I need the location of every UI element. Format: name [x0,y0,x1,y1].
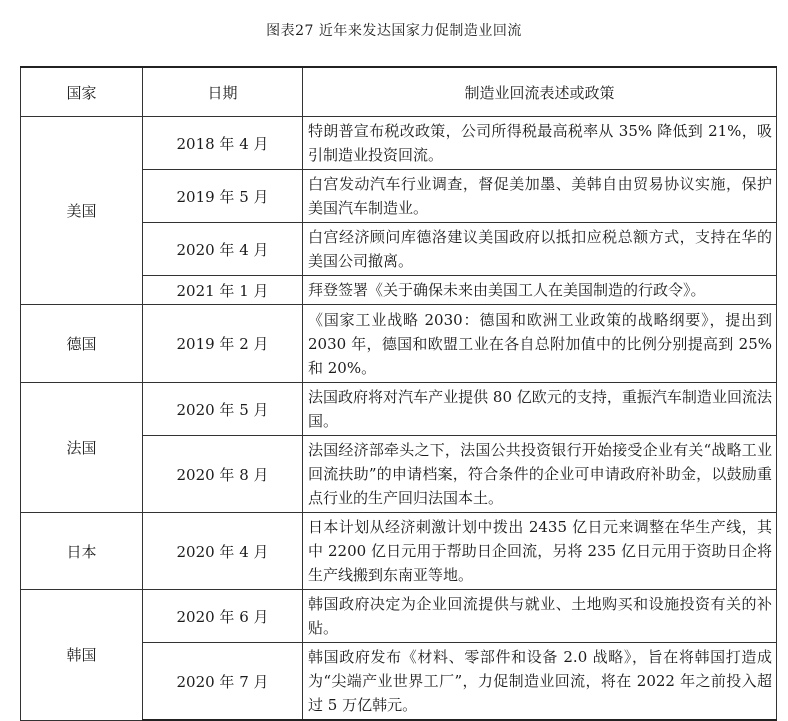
date-cell: 2021 年 1 月 [143,276,303,305]
policy-cell: 法国政府将对汽车产业提供 80 亿欧元的支持，重振汽车制造业回流法国。 [303,383,777,436]
policy-cell: 拜登签署《关于确保未来由美国工人在美国制造的行政令》。 [303,276,777,305]
date-cell: 2019 年 2 月 [143,305,303,383]
date-cell: 2020 年 4 月 [143,223,303,276]
table-caption: 图表27 近年来发达国家力促制造业回流 [266,23,522,39]
policy-cell: 韩国政府发布《材料、零部件和设备 2.0 战略》，旨在将韩国打造成为“尖端产业世界工厂”，力促制造业回流，将在 2022 年之前投入超过 5 万亿韩元。 [303,643,777,721]
date-cell: 2019 年 5 月 [143,170,303,223]
policy-cell: 白宫发动汽车行业调查，督促美加墨、美韩自由贸易协议实施，保护美国汽车制造业。 [303,170,777,223]
country-cell-usa: 美国 [21,117,143,305]
table-row [21,117,777,170]
table-row [21,513,777,590]
policy-cell: 特朗普宣布税改政策，公司所得税最高税率从 35% 降低到 21%，吸引制造业投资回流。 [303,117,777,170]
header-row [21,67,777,117]
policy-cell: 白宫经济顾问库德洛建议美国政府以抵扣应税总额方式，支持在华的美国公司撤离。 [303,223,777,276]
header-country: 国家 [21,67,143,117]
policy-cell: 韩国政府决定为企业回流提供与就业、土地购买和设施投资有关的补贴。 [303,590,777,643]
table-row [21,590,777,643]
country-cell-korea: 韩国 [21,590,143,721]
date-cell: 2018 年 4 月 [143,117,303,170]
table-row [21,383,777,436]
date-cell: 2020 年 7 月 [143,643,303,721]
policy-cell: 法国经济部牵头之下，法国公共投资银行开始接受企业有关“战略工业回流扶助”的申请档案，符合条件的企业可申请政府补助金，以鼓励重点行业的生产回归法国本土。 [303,436,777,513]
date-cell: 2020 年 6 月 [143,590,303,643]
country-cell-france: 法国 [21,383,143,513]
policy-table [20,66,777,721]
policy-cell: 日本计划从经济刺激计划中拨出 2435 亿日元来调整在华生产线，其中 2200 亿日元用于帮助日企回流，另将 235 亿日元用于资助日企将生产线搬到东南亚等地。 [303,513,777,590]
country-cell-germany: 德国 [21,305,143,383]
date-cell: 2020 年 4 月 [143,513,303,590]
date-cell: 2020 年 5 月 [143,383,303,436]
header-policy: 制造业回流表述或政策 [303,67,777,117]
policy-cell: 《国家工业战略 2030：德国和欧洲工业政策的战略纲要》，提出到 2030 年，德国和欧盟工业在各自总附加值中的比例分别提高到 25% 和 20%。 [303,305,777,383]
table-row [21,305,777,383]
country-cell-japan: 日本 [21,513,143,590]
date-cell: 2020 年 8 月 [143,436,303,513]
header-date: 日期 [143,67,303,117]
